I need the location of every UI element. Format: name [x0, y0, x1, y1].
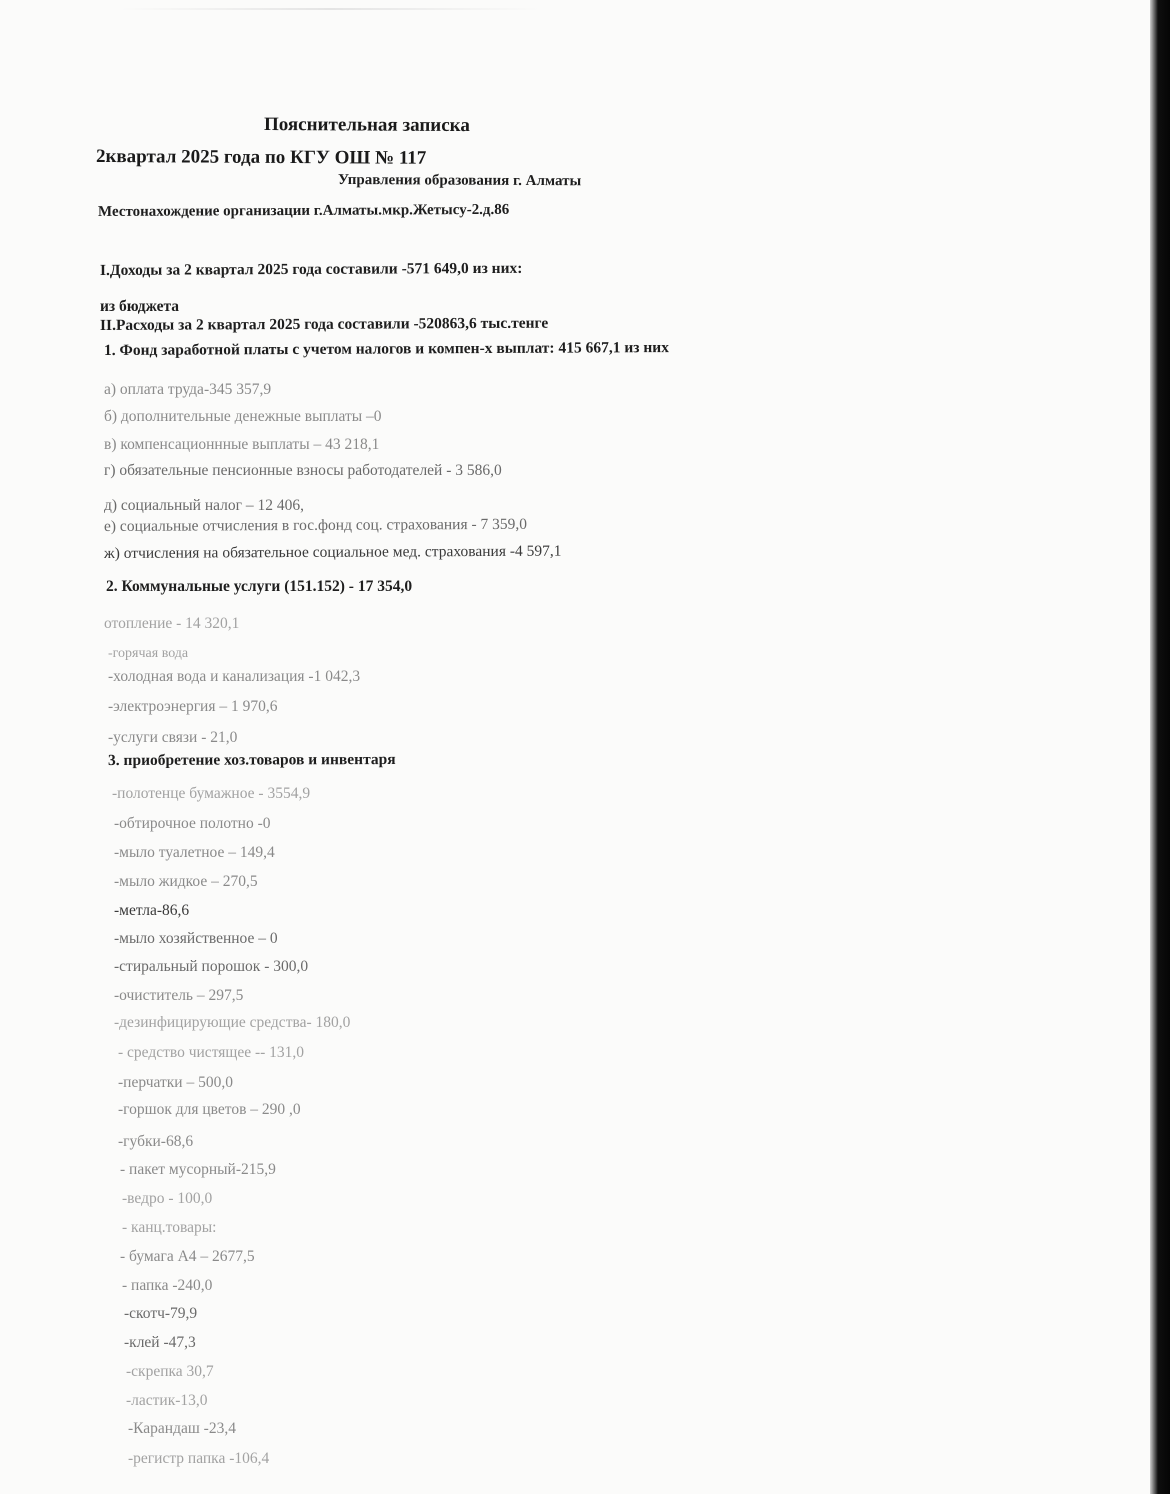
section3-item-broom: -метла-86,6: [114, 902, 190, 919]
section3-item-bucket: -ведро - 100,0: [122, 1190, 213, 1207]
section3-item-flower-pot: -горшок для цветов – 290 ,0: [118, 1101, 301, 1118]
income-source-line: из бюджета: [100, 298, 180, 315]
section1-item-zh: ж) отчисления на обязательное социальное мед. страхования -4 597,1: [103, 542, 562, 562]
section3-item-stationery: - канц.товары:: [122, 1219, 217, 1236]
section3-item-tape: -скотч-79,9: [124, 1305, 198, 1322]
document-title: Пояснительная записка: [263, 114, 470, 137]
section2-title: 2. Коммунальные услуги (151.152) - 17 354,0: [106, 578, 413, 595]
scan-dark-edge: [1150, 0, 1170, 1494]
section3-item-folder: - папка -240,0: [122, 1277, 213, 1294]
section2-item-cold-water: -холодная вода и канализация -1 042,3: [108, 668, 361, 685]
section3-item-paperclip: -скрепка 30,7: [126, 1363, 214, 1380]
section2-item-communication: -услуги связи - 21,0: [108, 729, 238, 746]
section2-item-electricity: -электроэнергия – 1 970,6: [108, 698, 278, 715]
section3-item-cloth: -обтирочное полотно -0: [114, 815, 271, 832]
section1-title: 1. Фонд заработной платы с учетом налогов и компен-х выплат: 415 667,1 из них: [103, 339, 670, 359]
income-line: I.Доходы за 2 квартал 2025 года составили -571 649,0 из них:: [99, 259, 523, 279]
location-line: Местонахождение организации г.Алматы.мкр.Жетысу-2.д.86: [97, 201, 510, 220]
section1-item-e: е) социальные отчисления в гос.фонд соц. страхования - 7 359,0: [103, 515, 528, 535]
section1-item-a: а) оплата труда-345 357,9: [104, 381, 272, 398]
section3-item-liquid-soap: -мыло жидкое – 270,5: [114, 873, 258, 890]
section3-item-paper-a4: - бумага А4 – 2677,5: [120, 1248, 255, 1265]
section3-item-laundry-soap: -мыло хозяйственное – 0: [114, 930, 278, 947]
section3-item-washing-powder: -стиральный порошок - 300,0: [114, 958, 309, 975]
section1-item-g: г) обязательные пенсионные взносы работодателей - 3 586,0: [104, 462, 502, 479]
section3-item-sponges: -губки-68,6: [118, 1133, 194, 1150]
section3-item-cleaner: -очиститель – 297,5: [114, 987, 244, 1004]
section1-item-v: в) компенсационнные выплаты – 43 218,1: [104, 436, 380, 453]
section3-item-cleaning-agent: - средство чистящее -- 131,0: [118, 1044, 305, 1061]
section2-item-heating: отопление - 14 320,1: [104, 615, 240, 632]
scan-artifact-line: [120, 8, 540, 10]
section3-title: 3. приобретение хоз.товаров и инвентаря: [107, 750, 396, 769]
section3-item-glue: -клей -47,3: [124, 1334, 196, 1351]
section3-item-eraser: -ластик-13,0: [126, 1392, 208, 1409]
section3-item-garbage-bag: - пакет мусорный-215,9: [120, 1161, 276, 1178]
section3-item-disinfectant: -дезинфицирующие средства- 180,0: [114, 1014, 351, 1031]
document-subtitle: 2квартал 2025 года по КГУ ОШ № 117: [95, 146, 427, 169]
section3-item-gloves: -перчатки – 500,0: [118, 1074, 233, 1091]
section1-item-b: б) дополнительные денежные выплаты –0: [104, 408, 382, 425]
department-line: Управления образования г. Алматы: [337, 172, 582, 190]
section3-item-toilet-soap: -мыло туалетное – 149,4: [114, 844, 275, 861]
section3-item-paper-towel: -полотенце бумажное - 3554,9: [112, 785, 311, 802]
expenses-line: II.Расходы за 2 квартал 2025 года составили -520863,6 тыс.тенге: [99, 314, 549, 334]
section1-item-d: д) социальный налог – 12 406,: [104, 497, 304, 514]
section2-item-hot-water: -горячая вода: [108, 646, 189, 661]
section3-item-register-folder: -регистр папка -106,4: [128, 1450, 270, 1467]
section3-item-pencil: -Карандаш -23,4: [128, 1420, 236, 1437]
